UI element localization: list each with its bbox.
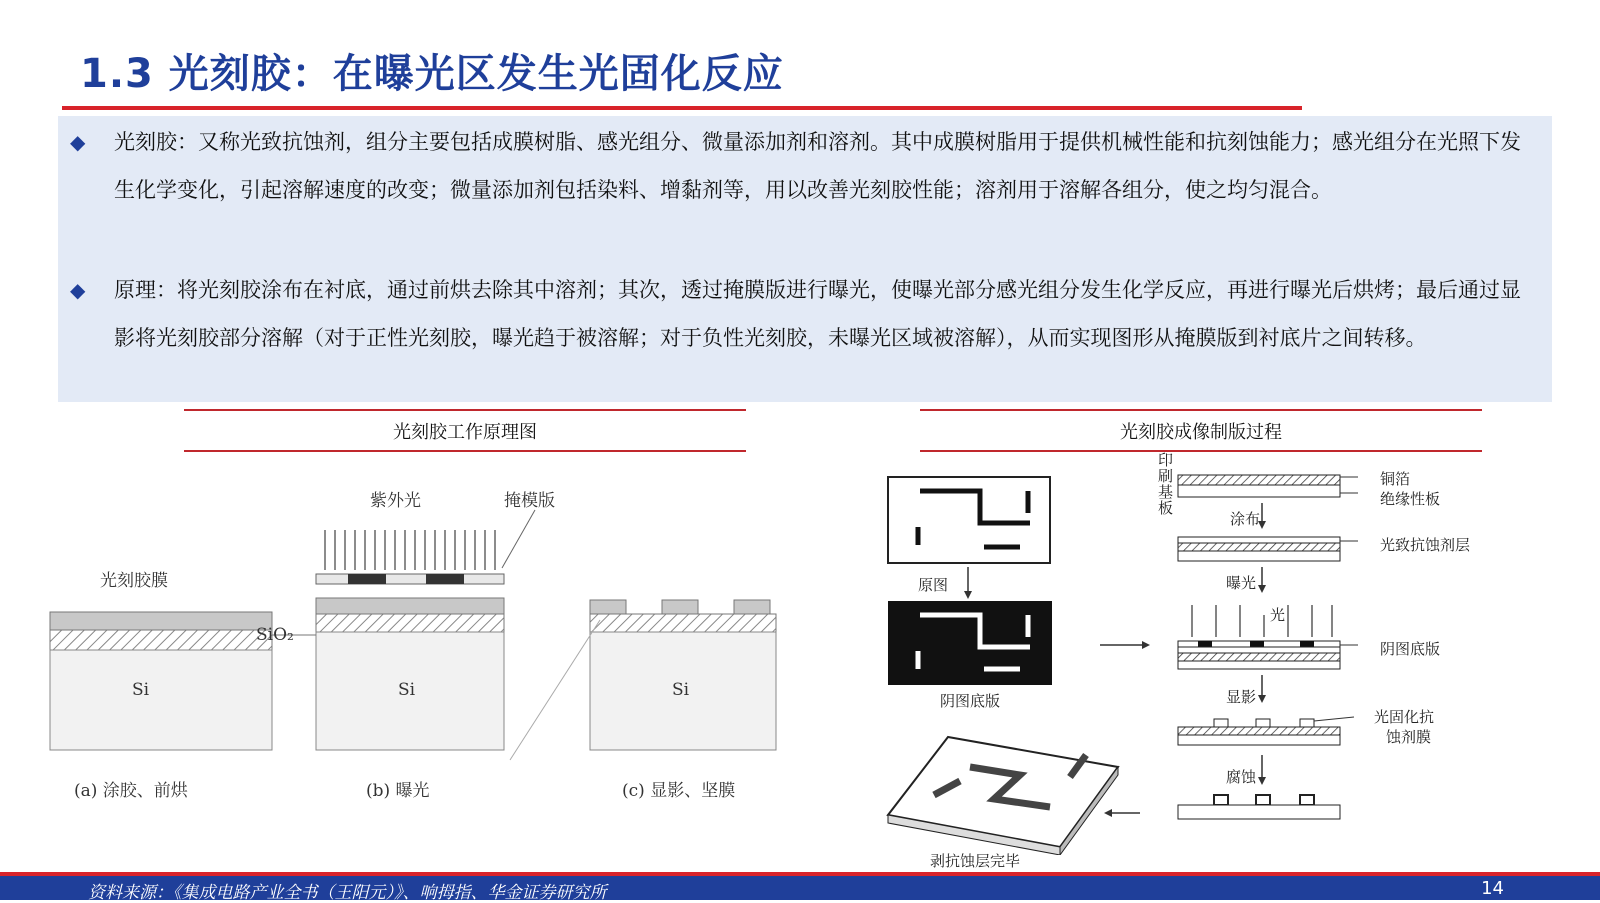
page-number: 14 [1481,878,1504,899]
original-image-label: 原图 [918,576,949,594]
negative-plate-caption: 阴图底版 [940,692,1001,710]
copper-foil-label: 铜箔 [1380,470,1411,488]
step-b-label: (b) 曝光 [366,781,430,801]
cured-resist-label: 蚀剂膜 [1386,728,1432,746]
uv-light-label: 紫外光 [370,491,421,511]
coating-step-label: 涂布 [1230,510,1261,528]
stage-a-stack [50,612,272,750]
left-figure-caption: 光刻胶工作原理图 [393,422,537,443]
source-note: 资料来源：《集成电路产业全书（王阳元）》、响拇指、华金证券研究所 [88,883,607,903]
bullet-text: 原理：将光刻胶涂布在衬底，通过前烘去除其中溶剂；其次，透过掩膜版进行曝光，使曝光部分感光组分发生化学反应，再进行曝光后烘烤；最后通过显影将光刻胶部分溶解（对于正性光刻胶，曝光趋于被溶解；对于负性光刻胶，未曝光区域被溶解），从而实现图形从掩膜版到衬底片之间转移。 [114,278,1521,350]
pcb-label: 印刷基板 [1158,451,1174,517]
right-figure-caption: 光刻胶成像制版过程 [1120,422,1282,443]
caption-rule-top [184,409,746,411]
si-label: Si [398,680,416,700]
diamond-bullet-icon: ◆ [70,278,86,302]
stage-b-stack [272,510,535,750]
exposure-step-label: 曝光 [1226,574,1257,592]
mask-label: 掩模版 [504,491,555,511]
light-label: 光 [1270,606,1286,624]
page-title: 1.3 光刻胶：在曝光区发生光固化反应 [80,51,784,97]
develop-step-label: 显影 [1226,688,1257,706]
strip-complete-label: 剥抗蚀层完毕 [930,852,1021,870]
bullet-text: 光刻胶：又称光致抗蚀剂，组分主要包括成膜树脂、感光组分、微量添加剂和溶剂。其中成膜树脂用于提供机械性能和抗刻蚀能力；感光组分在光照下发生化学变化，引起溶解速度的改变；微量添加剂包括染料、增黏剂等，用以改善光刻胶性能；溶剂用于溶解各组分，使之均匀混合。 [114,130,1521,202]
cured-resist-label: 光固化抗 [1374,708,1435,726]
negative-plate-label: 阴图底版 [1380,640,1441,658]
resist-film-label: 光刻胶膜 [100,571,168,591]
sio2-label: SiO₂ [256,625,294,645]
caption-rule-bottom [184,450,746,452]
caption-rule-top [920,409,1482,411]
resist-layer-label: 光致抗蚀剂层 [1380,536,1471,554]
step-a-label: (a) 涂胶、前烘 [74,781,188,801]
insulating-board-label: 绝缘性板 [1380,490,1441,508]
si-label: Si [672,680,690,700]
stage-c-stack [590,600,776,750]
si-label: Si [132,680,150,700]
title-underline [62,106,1302,110]
diamond-bullet-icon: ◆ [70,130,86,154]
etch-step-label: 腐蚀 [1226,768,1257,786]
caption-rule-bottom [920,450,1482,452]
step-c-label: (c) 显影、坚膜 [622,781,736,801]
